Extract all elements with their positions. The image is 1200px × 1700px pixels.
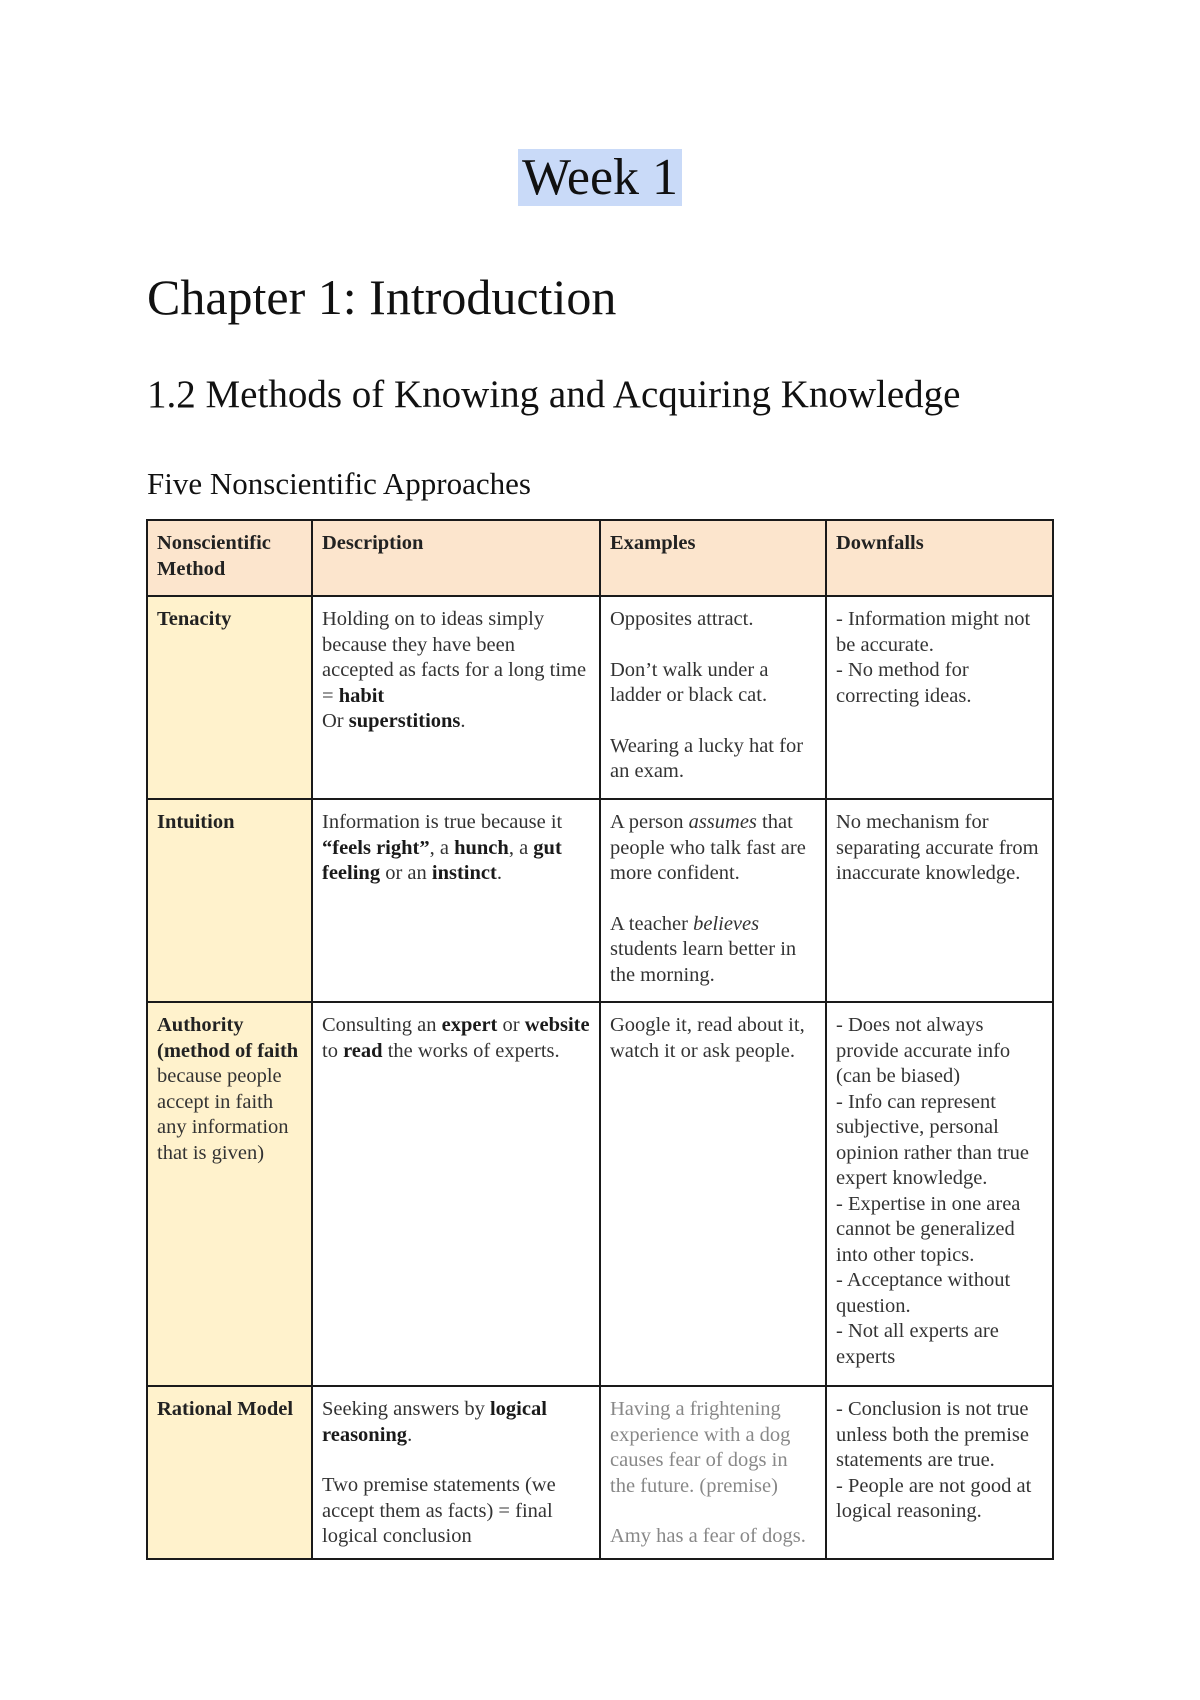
text-segment: .	[496, 862, 502, 884]
examples-authority: Google it, read about it, watch it or ask people.	[600, 1002, 826, 1386]
method-intuition: Intuition	[147, 799, 312, 1002]
table-header-row	[147, 520, 1053, 596]
text-segment: or an	[380, 862, 432, 884]
description-authority	[312, 1002, 600, 1386]
bold-term: habit	[338, 684, 385, 707]
text-segment: Consulting an	[322, 1014, 442, 1036]
downfall-item: - Not all experts are experts	[836, 1320, 999, 1368]
text-segment: Seeking answers by	[322, 1398, 490, 1420]
downfall-item: - Expertise in one area cannot be generalized into other topics.	[836, 1192, 1021, 1266]
downfall-item: - Info can represent subjective, personal opinion rather than true expert knowledge.	[836, 1090, 1029, 1189]
text-segment: that people who talk fast are more confident.	[610, 811, 806, 884]
text-segment: A person	[610, 811, 689, 833]
example-item: Opposites attract.	[610, 608, 754, 630]
method-authority	[147, 1002, 312, 1386]
section-title: 1.2 Methods of Knowing and Acquiring Knowledge	[147, 373, 961, 416]
examples-intuition	[600, 799, 826, 1002]
example-item: Amy has a fear of dogs.	[610, 1525, 806, 1547]
bold-term: “feels right”	[322, 836, 430, 859]
header-downfalls: Downfalls	[826, 520, 1053, 596]
bold-term: expert	[441, 1014, 498, 1036]
week-title-highlight: Week 1	[518, 149, 682, 206]
chapter-title: Chapter 1: Introduction	[147, 269, 617, 325]
text-segment: Holding on to ideas simply because they have been accepted as facts for a long time =	[322, 608, 587, 707]
text-segment: students learn better in the morning.	[610, 938, 797, 986]
text-segment: the works of experts.	[382, 1039, 560, 1062]
downfall-item: - Acceptance without question.	[836, 1269, 1011, 1317]
bold-term: website	[524, 1014, 590, 1036]
text-segment: Or	[322, 710, 349, 732]
header-examples: Examples	[600, 520, 826, 596]
downfall-item: - Information might not be accurate.	[836, 608, 1031, 656]
downfalls-rational	[826, 1386, 1053, 1559]
downfall-item: - People are not good at logical reasoning.	[836, 1474, 1032, 1522]
method-authority-bold: Authority (method of faith	[157, 1014, 299, 1062]
text-segment: , a	[508, 836, 534, 859]
header-description: Description	[312, 520, 600, 596]
table-row-intuition	[147, 799, 1053, 1002]
description-rational	[312, 1386, 600, 1559]
bold-term: logical reasoning	[322, 1398, 547, 1446]
method-rational: Rational Model	[147, 1386, 312, 1559]
downfalls-intuition: No mechanism for separating accurate from inaccurate knowledge.	[826, 799, 1053, 1002]
approaches-table	[146, 519, 1054, 1560]
table-row-authority	[147, 1002, 1053, 1386]
downfall-item: - Conclusion is not true unless both the premise statements are true.	[836, 1398, 1030, 1471]
table-row-tenacity	[147, 596, 1053, 799]
italic-term: believes	[693, 912, 760, 935]
text-segment: to	[322, 1039, 344, 1062]
method-authority-rest: because people accept in faith any information that is given)	[157, 1065, 289, 1164]
text-segment: Two premise statements (we accept them as facts) = final logical conclusion	[322, 1474, 556, 1547]
example-item: Wearing a lucky hat for an exam.	[610, 734, 804, 782]
downfalls-authority	[826, 1002, 1053, 1386]
method-tenacity: Tenacity	[147, 596, 312, 799]
description-intuition	[312, 799, 600, 1002]
downfall-item: - Does not always provide accurate info (can be biased)	[836, 1014, 1011, 1087]
example-item	[610, 810, 816, 887]
example-item	[610, 912, 816, 989]
header-method: Nonscientific Method	[147, 520, 312, 596]
bold-term: read	[343, 1039, 383, 1062]
table-row-rational	[147, 1386, 1053, 1559]
text-segment: , a	[429, 836, 455, 859]
bold-term: instinct	[431, 862, 497, 884]
example-item: Having a frightening experience with a dog causes fear of dogs in the future. (premise)	[610, 1398, 791, 1497]
week-title	[0, 148, 1200, 208]
examples-rational	[600, 1386, 826, 1559]
subsection-title: Five Nonscientific Approaches	[147, 466, 531, 501]
bold-term: hunch	[454, 836, 509, 859]
bold-term: gut feeling	[322, 836, 562, 884]
italic-term: assumes	[688, 811, 757, 833]
example-item: Don’t walk under a ladder or black cat.	[610, 658, 769, 706]
text-segment: A teacher	[610, 912, 694, 935]
text-segment: .	[460, 710, 466, 732]
downfall-item: - No method for correcting ideas.	[836, 659, 972, 707]
text-segment: Information is true because it	[322, 811, 563, 833]
examples-tenacity	[600, 596, 826, 799]
description-tenacity	[312, 596, 600, 799]
text-segment: .	[407, 1423, 413, 1446]
bold-term: superstitions	[348, 710, 461, 732]
downfalls-tenacity	[826, 596, 1053, 799]
text-segment: or	[497, 1014, 525, 1036]
